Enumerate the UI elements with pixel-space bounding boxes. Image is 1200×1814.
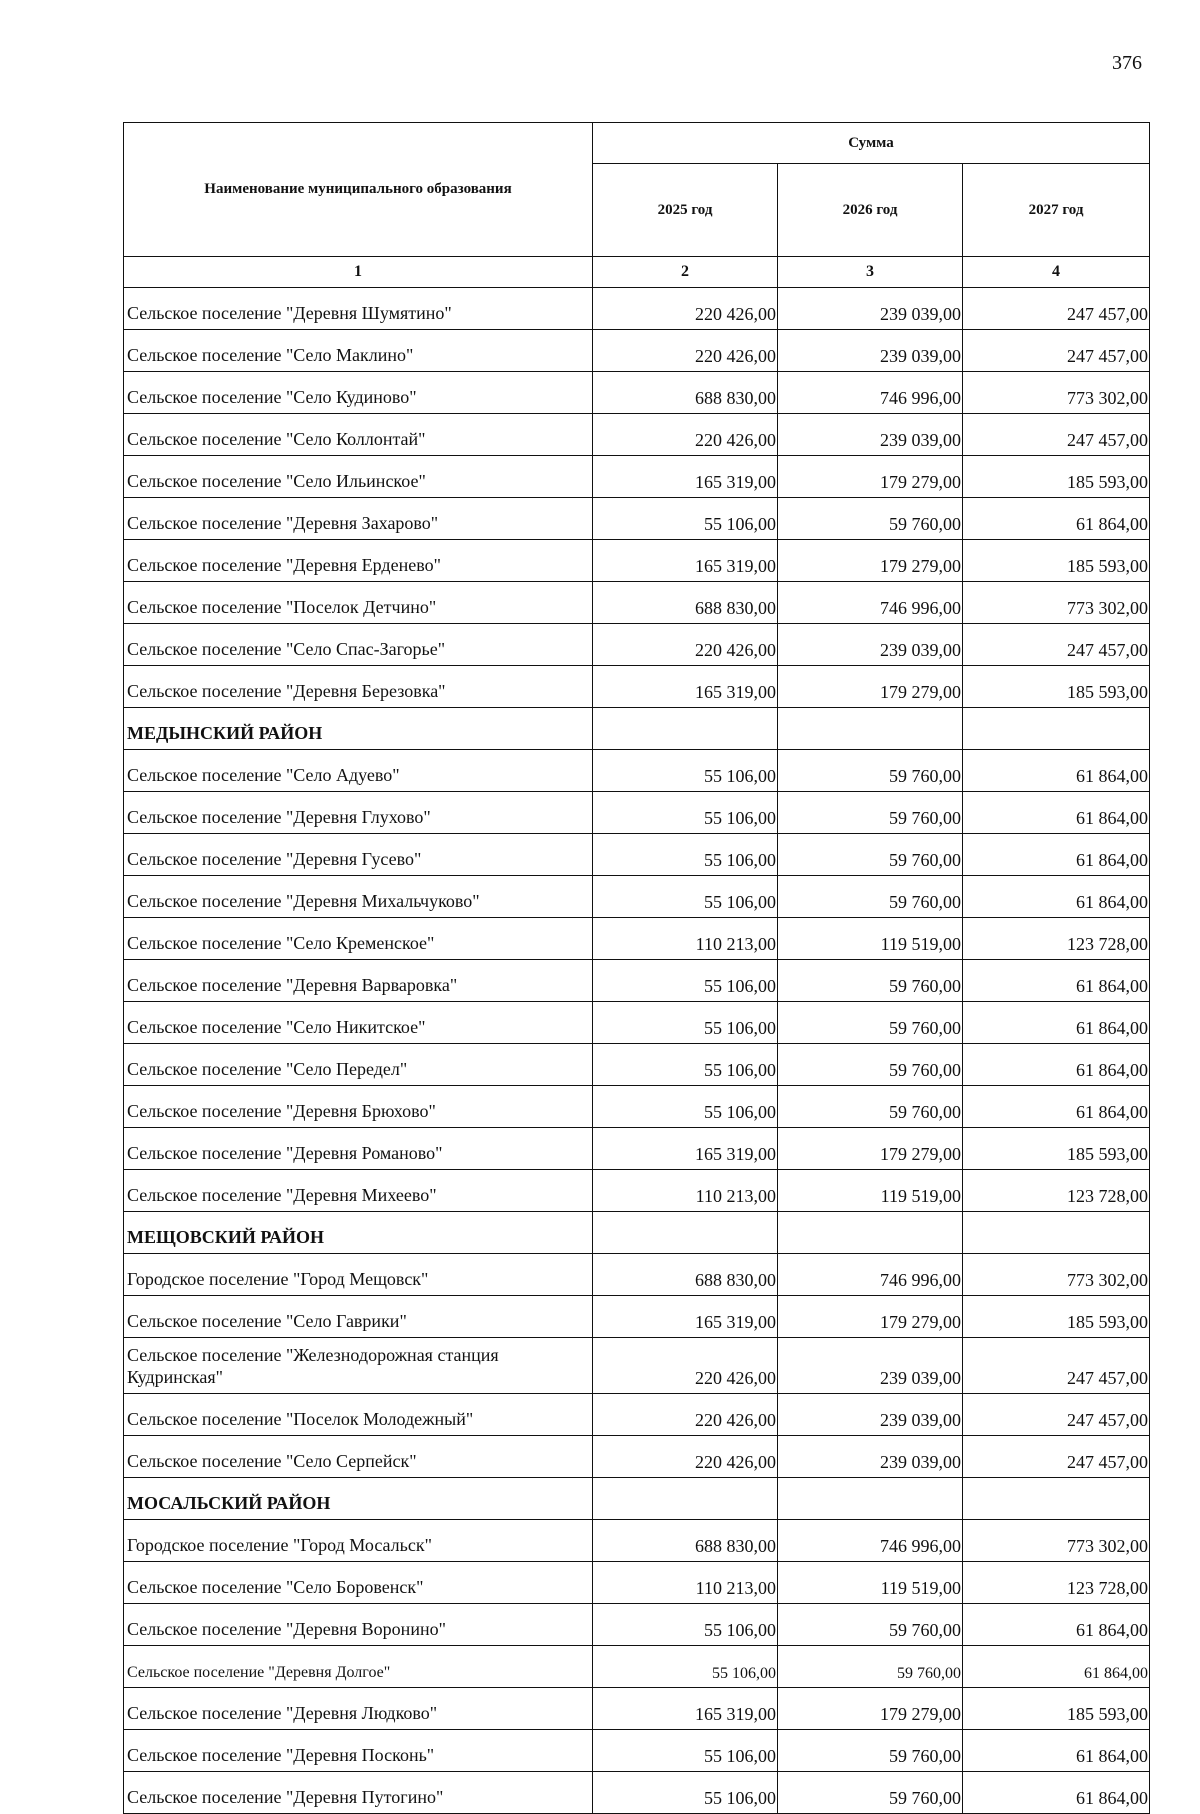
municipality-name: Городское поселение "Город Мосальск" <box>124 1520 593 1562</box>
amount-2027: 61 864,00 <box>963 960 1150 1002</box>
table-row <box>124 1170 1150 1212</box>
municipality-name: Городское поселение "Город Мещовск" <box>124 1254 593 1296</box>
amount-2025: 220 426,00 <box>593 288 778 330</box>
table-row <box>124 1730 1150 1772</box>
district-row <box>124 708 1150 750</box>
amount-2025: 165 319,00 <box>593 540 778 582</box>
municipality-name: Сельское поселение "Село Кременское" <box>124 918 593 960</box>
amount-2026: 239 039,00 <box>778 1436 963 1478</box>
amount-2026: 119 519,00 <box>778 1562 963 1604</box>
amount-2027: 247 457,00 <box>963 624 1150 666</box>
district-row <box>124 1212 1150 1254</box>
amount-2025: 688 830,00 <box>593 372 778 414</box>
amount-2026: 59 760,00 <box>778 498 963 540</box>
table-row <box>124 1086 1150 1128</box>
amount-2026: 179 279,00 <box>778 1296 963 1338</box>
municipality-name: Сельское поселение "Деревня Брюхово" <box>124 1086 593 1128</box>
amount-2027: 247 457,00 <box>963 288 1150 330</box>
amount-2026: 239 039,00 <box>778 414 963 456</box>
amount-2027: 61 864,00 <box>963 1646 1150 1688</box>
amount-2025: 165 319,00 <box>593 666 778 708</box>
amount-2025: 55 106,00 <box>593 1604 778 1646</box>
table-row <box>124 498 1150 540</box>
municipality-name: Сельское поселение "Деревня Людково" <box>124 1688 593 1730</box>
amount-2027: 123 728,00 <box>963 1170 1150 1212</box>
table-row <box>124 876 1150 918</box>
amount-2027: 123 728,00 <box>963 1562 1150 1604</box>
table-row <box>124 414 1150 456</box>
amount-2025: 55 106,00 <box>593 750 778 792</box>
amount-2027: 185 593,00 <box>963 1128 1150 1170</box>
municipality-name: Сельское поселение "Село Маклино" <box>124 330 593 372</box>
table-row <box>124 1002 1150 1044</box>
year-header-2026: 2026 год <box>778 164 963 257</box>
district-row <box>124 1478 1150 1520</box>
amount-2027: 61 864,00 <box>963 1772 1150 1814</box>
amount-2026: 179 279,00 <box>778 540 963 582</box>
amount-2025: 110 213,00 <box>593 1562 778 1604</box>
name-column-header: Наименование муниципального образования <box>124 123 593 257</box>
amount-2026: 119 519,00 <box>778 918 963 960</box>
amount-2027: 247 457,00 <box>963 330 1150 372</box>
table-row <box>124 960 1150 1002</box>
municipality-name: Сельское поселение "Деревня Гусево" <box>124 834 593 876</box>
municipality-name: Сельское поселение "Деревня Михальчуково" <box>124 876 593 918</box>
district-name: МЕДЫНСКИЙ РАЙОН <box>124 708 593 750</box>
amount-2025: 55 106,00 <box>593 1772 778 1814</box>
amount-2026: 59 760,00 <box>778 1772 963 1814</box>
amount-2027: 61 864,00 <box>963 1730 1150 1772</box>
table-row <box>124 1296 1150 1338</box>
amount-2027: 123 728,00 <box>963 918 1150 960</box>
amount-2026: 239 039,00 <box>778 330 963 372</box>
municipality-name: Сельское поселение "Деревня Шумятино" <box>124 288 593 330</box>
amount-2026: 746 996,00 <box>778 372 963 414</box>
amount-2027: 773 302,00 <box>963 582 1150 624</box>
amount-2026: 59 760,00 <box>778 1044 963 1086</box>
table-row <box>124 540 1150 582</box>
amount-2026: 59 760,00 <box>778 876 963 918</box>
table-row <box>124 330 1150 372</box>
amount-2025: 55 106,00 <box>593 1002 778 1044</box>
table-row <box>124 1128 1150 1170</box>
amount-2026: 179 279,00 <box>778 456 963 498</box>
table-row <box>124 1044 1150 1086</box>
amount-2026: 179 279,00 <box>778 1128 963 1170</box>
table-row <box>124 624 1150 666</box>
municipality-name: Сельское поселение "Деревня Воронино" <box>124 1604 593 1646</box>
municipality-name: Сельское поселение "Село Гаврики" <box>124 1296 593 1338</box>
amount-2026: 239 039,00 <box>778 288 963 330</box>
table-row <box>124 1646 1150 1688</box>
amount-2027: 61 864,00 <box>963 876 1150 918</box>
amount-2025: 688 830,00 <box>593 1254 778 1296</box>
amount-2027: 61 864,00 <box>963 1002 1150 1044</box>
amount-2026: 179 279,00 <box>778 1688 963 1730</box>
municipality-name: Сельское поселение "Село Коллонтай" <box>124 414 593 456</box>
municipality-name: Сельское поселение "Деревня Березовка" <box>124 666 593 708</box>
amount-2025: 165 319,00 <box>593 1128 778 1170</box>
amount-2026: 59 760,00 <box>778 834 963 876</box>
amount-2025: 55 106,00 <box>593 792 778 834</box>
amount-2026: 59 760,00 <box>778 1646 963 1688</box>
amount-2027: 61 864,00 <box>963 834 1150 876</box>
amount-2026: 179 279,00 <box>778 666 963 708</box>
municipality-name: Сельское поселение "Село Кудиново" <box>124 372 593 414</box>
amount-2025: 220 426,00 <box>593 624 778 666</box>
municipality-name: Сельское поселение "Деревня Ерденево" <box>124 540 593 582</box>
municipality-name: Сельское поселение "Деревня Посконь" <box>124 1730 593 1772</box>
table-row <box>124 1338 1150 1394</box>
amount-2027: 61 864,00 <box>963 1604 1150 1646</box>
amount-2027 <box>963 1478 1150 1520</box>
table-row <box>124 456 1150 498</box>
amount-2026: 119 519,00 <box>778 1170 963 1212</box>
amount-2025: 165 319,00 <box>593 1296 778 1338</box>
amount-2027: 247 457,00 <box>963 1394 1150 1436</box>
amount-2026 <box>778 708 963 750</box>
amount-2025 <box>593 708 778 750</box>
municipality-name: Сельское поселение "Деревня Долгое" <box>124 1646 593 1688</box>
district-name: МОСАЛЬСКИЙ РАЙОН <box>124 1478 593 1520</box>
table-row <box>124 834 1150 876</box>
table-row <box>124 1436 1150 1478</box>
amount-2025 <box>593 1478 778 1520</box>
amount-2026 <box>778 1212 963 1254</box>
table-row <box>124 1772 1150 1814</box>
table-row <box>124 918 1150 960</box>
amount-2025: 220 426,00 <box>593 414 778 456</box>
municipality-name: Сельское поселение "Село Адуево" <box>124 750 593 792</box>
amount-2025: 55 106,00 <box>593 1730 778 1772</box>
amount-2025: 55 106,00 <box>593 1086 778 1128</box>
budget-table <box>123 122 1150 1814</box>
amount-2027: 61 864,00 <box>963 1086 1150 1128</box>
amount-2027 <box>963 1212 1150 1254</box>
table-row <box>124 288 1150 330</box>
amount-2026: 59 760,00 <box>778 1604 963 1646</box>
amount-2027: 247 457,00 <box>963 1338 1150 1394</box>
table-row <box>124 1254 1150 1296</box>
table-header <box>124 123 1150 288</box>
amount-2025: 165 319,00 <box>593 456 778 498</box>
municipality-name: Сельское поселение "Село Никитское" <box>124 1002 593 1044</box>
amount-2026: 239 039,00 <box>778 1338 963 1394</box>
amount-2026 <box>778 1478 963 1520</box>
table-row <box>124 1520 1150 1562</box>
amount-2025: 55 106,00 <box>593 960 778 1002</box>
column-number: 3 <box>778 257 963 288</box>
municipality-name: Сельское поселение "Деревня Глухово" <box>124 792 593 834</box>
municipality-name: Сельское поселение "Деревня Михеево" <box>124 1170 593 1212</box>
year-header-2027: 2027 год <box>963 164 1150 257</box>
amount-2025: 55 106,00 <box>593 834 778 876</box>
sum-header: Сумма <box>593 123 1150 164</box>
amount-2025: 55 106,00 <box>593 1646 778 1688</box>
table-row <box>124 792 1150 834</box>
amount-2027: 247 457,00 <box>963 1436 1150 1478</box>
amount-2027: 773 302,00 <box>963 1520 1150 1562</box>
amount-2027: 247 457,00 <box>963 414 1150 456</box>
amount-2027: 773 302,00 <box>963 1254 1150 1296</box>
amount-2026: 59 760,00 <box>778 1086 963 1128</box>
amount-2027: 185 593,00 <box>963 540 1150 582</box>
amount-2025: 165 319,00 <box>593 1688 778 1730</box>
amount-2025: 220 426,00 <box>593 1338 778 1394</box>
amount-2025: 220 426,00 <box>593 330 778 372</box>
amount-2026: 59 760,00 <box>778 1002 963 1044</box>
amount-2025 <box>593 1212 778 1254</box>
amount-2027: 61 864,00 <box>963 792 1150 834</box>
amount-2025: 55 106,00 <box>593 876 778 918</box>
table-body <box>124 288 1150 1814</box>
amount-2025: 688 830,00 <box>593 582 778 624</box>
table-row <box>124 750 1150 792</box>
amount-2025: 688 830,00 <box>593 1520 778 1562</box>
municipality-name: Сельское поселение "Поселок Детчино" <box>124 582 593 624</box>
amount-2027: 773 302,00 <box>963 372 1150 414</box>
amount-2026: 746 996,00 <box>778 1520 963 1562</box>
amount-2026: 239 039,00 <box>778 624 963 666</box>
column-number: 4 <box>963 257 1150 288</box>
amount-2027: 185 593,00 <box>963 666 1150 708</box>
amount-2027: 185 593,00 <box>963 1296 1150 1338</box>
amount-2027 <box>963 708 1150 750</box>
amount-2025: 55 106,00 <box>593 1044 778 1086</box>
table-row <box>124 582 1150 624</box>
table-row <box>124 1604 1150 1646</box>
table-row <box>124 372 1150 414</box>
municipality-name: Сельское поселение "Село Передел" <box>124 1044 593 1086</box>
column-number: 2 <box>593 257 778 288</box>
municipality-name: Сельское поселение "Поселок Молодежный" <box>124 1394 593 1436</box>
municipality-name: Сельское поселение "Деревня Путогино" <box>124 1772 593 1814</box>
year-header-2025: 2025 год <box>593 164 778 257</box>
municipality-name: Сельское поселение "Деревня Варваровка" <box>124 960 593 1002</box>
table-row <box>124 1688 1150 1730</box>
amount-2026: 746 996,00 <box>778 582 963 624</box>
municipality-name: Сельское поселение "Село Серпейск" <box>124 1436 593 1478</box>
amount-2025: 220 426,00 <box>593 1394 778 1436</box>
table-row <box>124 1394 1150 1436</box>
amount-2025: 110 213,00 <box>593 918 778 960</box>
amount-2027: 61 864,00 <box>963 750 1150 792</box>
municipality-name: Сельское поселение "Село Ильинское" <box>124 456 593 498</box>
amount-2027: 61 864,00 <box>963 1044 1150 1086</box>
amount-2027: 61 864,00 <box>963 498 1150 540</box>
amount-2027: 185 593,00 <box>963 456 1150 498</box>
amount-2025: 110 213,00 <box>593 1170 778 1212</box>
municipality-name: Сельское поселение "Село Боровенск" <box>124 1562 593 1604</box>
municipality-name: Сельское поселение "Деревня Захарово" <box>124 498 593 540</box>
amount-2026: 746 996,00 <box>778 1254 963 1296</box>
district-name: МЕЩОВСКИЙ РАЙОН <box>124 1212 593 1254</box>
table-row <box>124 666 1150 708</box>
amount-2026: 59 760,00 <box>778 1730 963 1772</box>
table-row <box>124 1562 1150 1604</box>
amount-2025: 220 426,00 <box>593 1436 778 1478</box>
amount-2025: 55 106,00 <box>593 498 778 540</box>
amount-2026: 59 760,00 <box>778 750 963 792</box>
column-number: 1 <box>124 257 593 288</box>
page-number: 376 <box>1112 52 1142 74</box>
municipality-name: Сельское поселение "Село Спас-Загорье" <box>124 624 593 666</box>
amount-2026: 59 760,00 <box>778 960 963 1002</box>
municipality-name: Сельское поселение "Железнодорожная станция Кудринская" <box>124 1338 593 1394</box>
municipality-name: Сельское поселение "Деревня Романово" <box>124 1128 593 1170</box>
amount-2026: 59 760,00 <box>778 792 963 834</box>
amount-2026: 239 039,00 <box>778 1394 963 1436</box>
amount-2027: 185 593,00 <box>963 1688 1150 1730</box>
